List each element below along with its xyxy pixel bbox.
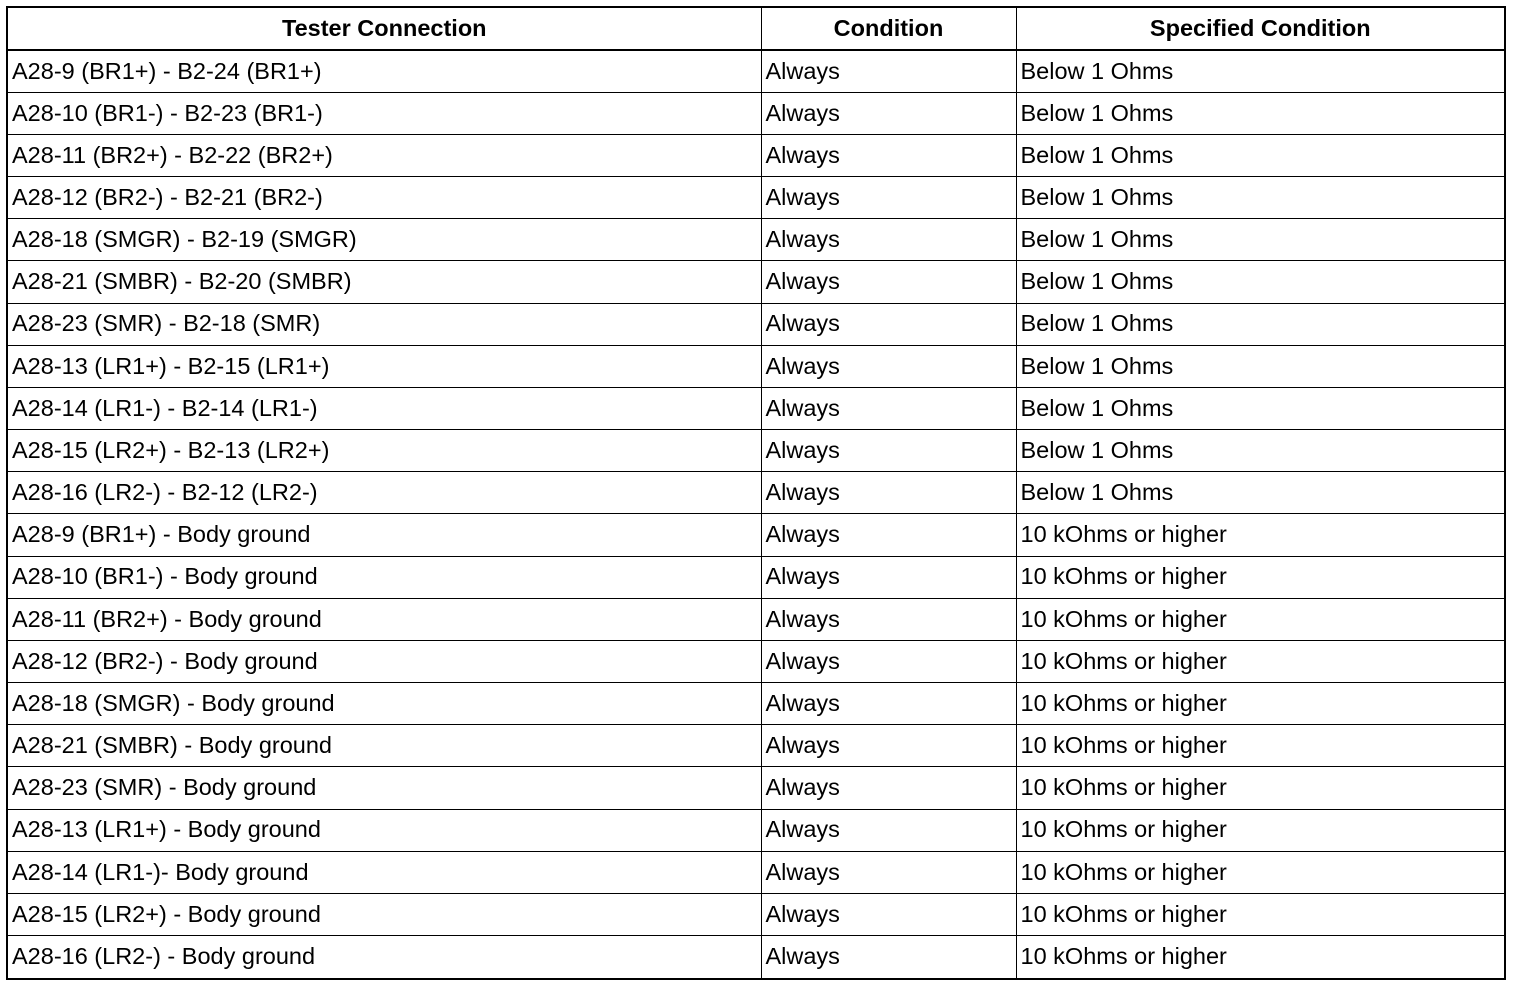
tester-connection-cell: A28-9 (BR1+) - Body ground [8, 514, 761, 556]
table-row [8, 387, 1504, 429]
tester-connection-cell: A28-13 (LR1+) - B2-15 (LR1+) [8, 345, 761, 387]
table-row [8, 725, 1504, 767]
condition-cell: Always [761, 219, 1016, 261]
table-row [8, 345, 1504, 387]
tester-connection-cell: A28-9 (BR1+) - B2-24 (BR1+) [8, 50, 761, 92]
specified-condition-cell: Below 1 Ohms [1016, 345, 1504, 387]
table-row [8, 92, 1504, 134]
header-condition: Condition [761, 8, 1016, 50]
condition-cell: Always [761, 556, 1016, 598]
tester-connection-cell: A28-14 (LR1-) - B2-14 (LR1-) [8, 387, 761, 429]
table-header [8, 8, 1504, 50]
tester-connection-cell: A28-21 (SMBR) - B2-20 (SMBR) [8, 261, 761, 303]
tester-connection-cell: A28-14 (LR1-)- Body ground [8, 851, 761, 893]
spec-table-frame [6, 6, 1506, 980]
specified-condition-cell: Below 1 Ohms [1016, 50, 1504, 92]
table-row [8, 936, 1504, 978]
condition-cell: Always [761, 851, 1016, 893]
condition-cell: Always [761, 134, 1016, 176]
table-row [8, 430, 1504, 472]
tester-connection-cell: A28-10 (BR1-) - B2-23 (BR1-) [8, 92, 761, 134]
table-row [8, 809, 1504, 851]
condition-cell: Always [761, 767, 1016, 809]
specified-condition-cell: Below 1 Ohms [1016, 472, 1504, 514]
tester-connection-cell: A28-15 (LR2+) - Body ground [8, 893, 761, 935]
specified-condition-cell: 10 kOhms or higher [1016, 767, 1504, 809]
tester-connection-cell: A28-16 (LR2-) - Body ground [8, 936, 761, 978]
tester-connection-cell: A28-15 (LR2+) - B2-13 (LR2+) [8, 430, 761, 472]
condition-cell: Always [761, 725, 1016, 767]
table-row [8, 303, 1504, 345]
specified-condition-cell: 10 kOhms or higher [1016, 725, 1504, 767]
specified-condition-cell: Below 1 Ohms [1016, 303, 1504, 345]
table-row [8, 261, 1504, 303]
specified-condition-cell: 10 kOhms or higher [1016, 640, 1504, 682]
table-row [8, 50, 1504, 92]
condition-cell: Always [761, 345, 1016, 387]
table-row [8, 683, 1504, 725]
tester-connection-cell: A28-16 (LR2-) - B2-12 (LR2-) [8, 472, 761, 514]
table-row [8, 472, 1504, 514]
header-specified-condition: Specified Condition [1016, 8, 1504, 50]
specified-condition-cell: Below 1 Ohms [1016, 92, 1504, 134]
tester-connection-cell: A28-21 (SMBR) - Body ground [8, 725, 761, 767]
table-row [8, 851, 1504, 893]
header-tester-connection: Tester Connection [8, 8, 761, 50]
table-row [8, 177, 1504, 219]
condition-cell: Always [761, 430, 1016, 472]
table-row [8, 598, 1504, 640]
table-body [8, 50, 1504, 978]
specified-condition-cell: 10 kOhms or higher [1016, 851, 1504, 893]
condition-cell: Always [761, 598, 1016, 640]
condition-cell: Always [761, 640, 1016, 682]
tester-connection-cell: A28-13 (LR1+) - Body ground [8, 809, 761, 851]
condition-cell: Always [761, 50, 1016, 92]
specified-condition-cell: 10 kOhms or higher [1016, 936, 1504, 978]
tester-connection-cell: A28-18 (SMGR) - Body ground [8, 683, 761, 725]
condition-cell: Always [761, 809, 1016, 851]
tester-connection-cell: A28-10 (BR1-) - Body ground [8, 556, 761, 598]
condition-cell: Always [761, 303, 1016, 345]
tester-connection-cell: A28-12 (BR2-) - Body ground [8, 640, 761, 682]
condition-cell: Always [761, 92, 1016, 134]
specified-condition-cell: 10 kOhms or higher [1016, 893, 1504, 935]
specified-condition-cell: Below 1 Ohms [1016, 134, 1504, 176]
specified-condition-cell: 10 kOhms or higher [1016, 514, 1504, 556]
condition-cell: Always [761, 387, 1016, 429]
tester-connection-cell: A28-18 (SMGR) - B2-19 (SMGR) [8, 219, 761, 261]
specified-condition-cell: 10 kOhms or higher [1016, 556, 1504, 598]
specified-condition-cell: Below 1 Ohms [1016, 430, 1504, 472]
table-row [8, 556, 1504, 598]
condition-cell: Always [761, 683, 1016, 725]
specified-condition-cell: 10 kOhms or higher [1016, 598, 1504, 640]
table-row [8, 134, 1504, 176]
tester-connection-cell: A28-11 (BR2+) - Body ground [8, 598, 761, 640]
specified-condition-cell: Below 1 Ohms [1016, 177, 1504, 219]
tester-connection-table [8, 8, 1504, 978]
specified-condition-cell: Below 1 Ohms [1016, 219, 1504, 261]
table-row [8, 514, 1504, 556]
condition-cell: Always [761, 472, 1016, 514]
table-row [8, 767, 1504, 809]
specified-condition-cell: Below 1 Ohms [1016, 387, 1504, 429]
condition-cell: Always [761, 936, 1016, 978]
condition-cell: Always [761, 261, 1016, 303]
tester-connection-cell: A28-23 (SMR) - Body ground [8, 767, 761, 809]
specified-condition-cell: 10 kOhms or higher [1016, 683, 1504, 725]
condition-cell: Always [761, 514, 1016, 556]
tester-connection-cell: A28-11 (BR2+) - B2-22 (BR2+) [8, 134, 761, 176]
specified-condition-cell: Below 1 Ohms [1016, 261, 1504, 303]
table-row [8, 893, 1504, 935]
specified-condition-cell: 10 kOhms or higher [1016, 809, 1504, 851]
table-row [8, 219, 1504, 261]
header-row [8, 8, 1504, 50]
tester-connection-cell: A28-23 (SMR) - B2-18 (SMR) [8, 303, 761, 345]
tester-connection-cell: A28-12 (BR2-) - B2-21 (BR2-) [8, 177, 761, 219]
condition-cell: Always [761, 893, 1016, 935]
condition-cell: Always [761, 177, 1016, 219]
table-row [8, 640, 1504, 682]
